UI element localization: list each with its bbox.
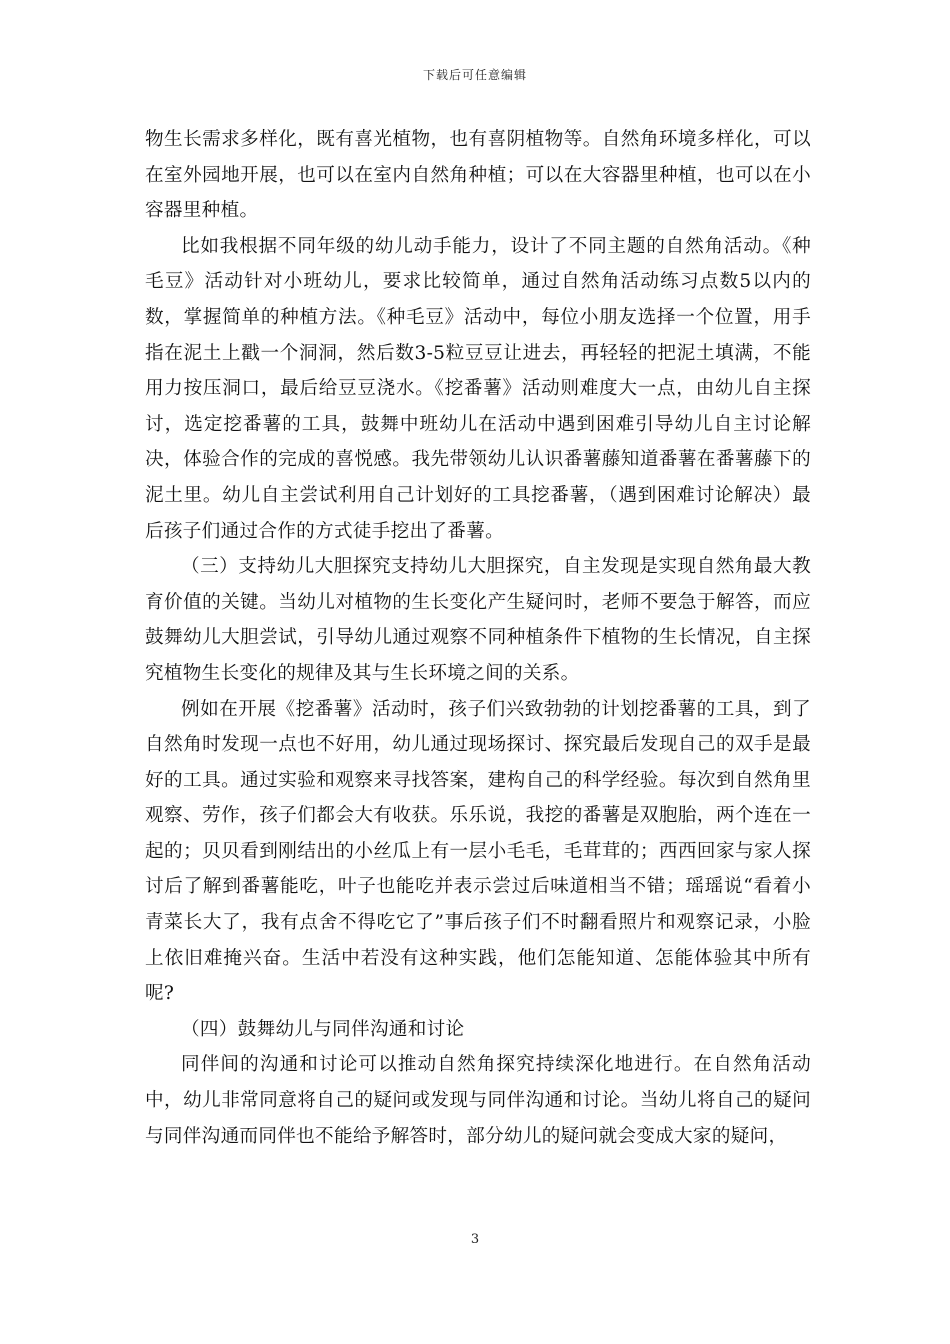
section-heading: （四）鼓舞幼儿与同伴沟通和讨论 xyxy=(181,1018,465,1040)
paragraph: 物生长需求多样化，既有喜光植物，也有喜阴植物等。自然角环境多样化，可以在室外园地开展，也可以在室内自然角种植；可以在大容器里种植，也可以在小容器里种植。 xyxy=(145,129,811,222)
paragraph: 例如在开展《挖番薯》活动时，孩子们兴致勃勃的计划挖番薯的工具，到了自然角时发现一点也不好用，幼儿通过现场探讨、探究最后发现自己的双手是最好的工具。通过实验和观察来寻找答案，建构自己的科学经验。每次到自然角里观察、劳作，孩子们都会大有收获。乐乐说，我挖的番薯是双胞胎，两个连在一起的；贝贝看到刚结出的小丝瓜上有一层小毛毛，毛茸茸的；西西回家与家人探讨后了解到番薯能吃，叶子也能吃并表示尝过后味道相当不错；瑶瑶说“看着小青菜长大了，我有点舍不得吃它了”事后孩子们不时翻看照片和观察记录，小脸上依旧难掩兴奋。生活中若没有这种实践，他们怎能知道、怎能体验其中所有呢? xyxy=(145,698,811,1005)
paragraph: （三）支持幼儿大胆探究支持幼儿大胆探究，自主发现是实现自然角最大教育价值的关键。当幼儿对植物的生长变化产生疑问时，老师不要急于解答，而应鼓舞幼儿大胆尝试，引导幼儿通过观察不同种植条件下植物的生长情况，自主探究植物生长变化的规律及其与生长环境之间的关系。 xyxy=(145,556,811,684)
page-header: 下载后可任意编辑 xyxy=(422,68,527,82)
page-number: 3 xyxy=(470,1232,480,1247)
document-body xyxy=(145,122,811,1154)
paragraph: 比如我根据不同年级的幼儿动手能力，设计了不同主题的自然角活动。《种毛豆》活动针对小班幼儿，要求比较简单，通过自然角活动练习点数5以内的数，掌握简单的种植方法。《种毛豆》活动中，每位小朋友选择一个位置，用手指在泥土上戳一个洞洞，然后数3-5粒豆豆让进去，再轻轻的把泥土填满，不能用力按压洞口，最后给豆豆浇水。《挖番薯》活动则难度大一点，由幼儿自主探讨，选定挖番薯的工具，鼓舞中班幼儿在活动中遇到困难引导幼儿自主讨论解决，体验合作的完成的喜悦感。我先带领幼儿认识番薯藤知道番薯在番薯藤下的泥土里。幼儿自主尝试利用自己计划好的工具挖番薯，（遇到困难讨论解决）最后孩子们通过合作的方式徒手挖出了番薯。 xyxy=(145,235,811,542)
paragraph: 同伴间的沟通和讨论可以推动自然角探究持续深化地进行。在自然角活动中，幼儿非常同意将自己的疑问或发现与同伴沟通和讨论。当幼儿将自己的疑问与同伴沟通而同伴也不能给予解答时，部分幼儿的疑问就会变成大家的疑问， xyxy=(145,1054,811,1147)
